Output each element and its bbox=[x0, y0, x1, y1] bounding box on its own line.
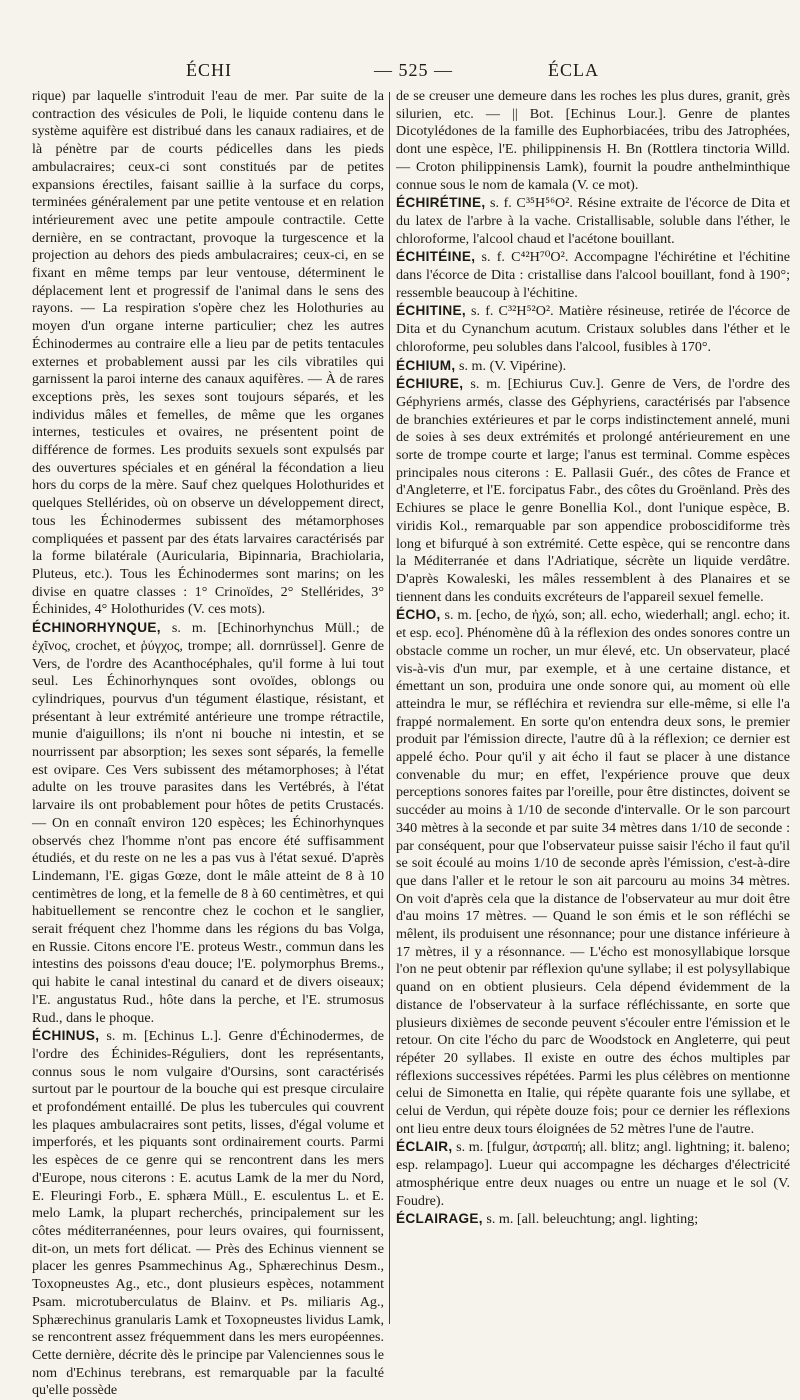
entry-headword: ÉCHITÉINE, bbox=[396, 249, 476, 265]
entry-headword: ÉCHITINE, bbox=[396, 303, 466, 319]
entry-headword: ÉCHO, bbox=[396, 607, 441, 623]
entry-headword: ÉCHIRÉTINE, bbox=[396, 195, 486, 211]
entry-text: s. m. [Echiurus Cuv.]. Genre de Vers, de l'ordre des Géphyriens armés, classe des Géphyriens, caractérisés par l'absence de branchies extérieures et par le corps indistinctement annelé, muni de soies à ses deux extrémités et prolongé antérieurement en une sorte de trompe courte et large; l'anus est terminal. Comme espèces principales nous citerons : E. Pallasii Guér., des côtes de France et d'Angleterre, et l'E. forcipatus Fabr., des côtes du Groënland. Près des Echiures se place le genre Bonellia Kol., dont l'unique espèce, B. viridis Kol., remarquable par son appendice proboscidiforme très long et bifurqué à son extrémité. Cette espèce, qui se rencontre dans la Méditerranée et dans l'Adriatique, sécrète un liquide verdâtre. D'après Kowaleski, les mâles ressemblent à des Planaires et se tiennent dans les conduits excréteurs de l'appareil sexuel femelle. bbox=[396, 376, 790, 605]
entry-text: s. f. C³²H⁵²O². Matière résineuse, retirée de l'écorce de Dita et du Cynanchum acutum. Cristaux solubles dans l'éther et le chloroforme, peu solubles dans l'alcool, fusibles à 170°. bbox=[396, 303, 790, 355]
left-column bbox=[32, 88, 384, 1400]
entry-headword: ÉCHIURE, bbox=[396, 376, 464, 392]
entry-echo bbox=[396, 606, 790, 1138]
entry-text: s. m. [Echinus L.]. Genre d'Échinodermes, de l'ordre des Échinides-Réguliers, dont les représentants, connus sous le nom vulgaire d'Oursins, sont caractérisés surtout par le pourtour de la bouche qui est presque circulaire et profondément entaillé. De plus les tubercules qui couvrent les plaques ambulacraires sont petits, lisses, d'égal volume et imperforés, et les piquants sont ordinairement courts. Parmi les espèces de ce genre qui se rencontrent dans les mers d'Europe, nous citerons : E. acutus Lamk de la mer du Nord, E. Fleuringi Forb., E. sphæra Müll., E. esculentus L. et E. melo Lamk, la plupart recherchés, principalement sur les côtes méditerranéennes, pour leurs ovaires, qui fournissent, dit-on, un mets fort délicat. — Près des Echinus viennent se placer les genres Psammechinus Ag., Sphærechinus Desm., Toxopneustes Ag., etc., dont plusieurs espèces, notamment Psam. microtuberculatus de Blainv. et Ps. miliaris Ag., Sphærechinus granularis Lamk et Toxopneustes lividus Lamk, se rencontrent assez fréquemment dans les mers européennes. Cette dernière, décrite dès le principe par Valenciennes sous le nom d'Echinus terebrans, est remarquable par la faculté qu'elle possède bbox=[32, 1028, 384, 1399]
header-right-guideword: ÉCLA bbox=[548, 60, 599, 80]
entry-headword: ÉCHIUM, bbox=[396, 357, 456, 373]
entry-text: s. m. (V. Vipérine). bbox=[455, 357, 567, 374]
entry-text: s. f. C⁴²H⁷⁰O². Accompagne l'échirétine et l'échitine dans l'écorce de Dita : cristallise dans l'alcool bouillant, fond à 190°; ressemble beaucoup à l'échitine. bbox=[396, 249, 790, 301]
entry-echiretine bbox=[396, 194, 790, 248]
entry-text: s. f. C³⁵H⁵⁶O². Résine extraite de l'écorce de Dita et du latex de l'arbre à la vache. Cristallisable, soluble dans l'éther, le chloroforme, l'alcool chaud et l'acétone bouillant. bbox=[396, 195, 790, 247]
entry-text: s. m. [fulgur, ἀστραπή; all. blitz; angl. lightning; it. baleno; esp. relampago]. Lueur qui accompagne les décharges d'électricité atmosphérique entre deux nuages ou entre un nuage et le sol (V. Foudre). bbox=[396, 1139, 790, 1209]
entry-headword: ÉCLAIRAGE, bbox=[396, 1211, 483, 1227]
entry-headword: ÉCHINUS, bbox=[32, 1028, 100, 1044]
entry-headword: ÉCLAIR, bbox=[396, 1139, 453, 1155]
entry-echinus bbox=[32, 1027, 384, 1400]
entry-echiure bbox=[396, 375, 790, 606]
entry-echium bbox=[396, 357, 790, 376]
running-head bbox=[28, 60, 780, 84]
page-number: — 525 — bbox=[374, 60, 453, 80]
left-column-intro: rique) par laquelle s'introduit l'eau de mer. Par suite de la contraction des vésicules de Poli, le liquide contenu dans le système aquifère est distribué dans les canaux radiaires, et de là pénètre par de courts pédicelles dans les pieds ambulacraires; ceux-ci sont constitués par de petites expansions érectiles, faisant saillie à la surface du corps, terminées généralement par une petite ventouse et en relation intérieurement avec une petite ampoule contractile. Cette dernière, en se contractant, provoque la turgescence et la projection au dehors des pieds ambulacraires; ceux-ci, en se fixant en même temps par leur ventouse, déterminent le déplacement lent et progressif de l'animal dans le sens des rayons. — La respiration s'opère chez les Holothuries au moyen d'un organe interne particulier; chez les autres Échinodermes au contraire elle a lieu par de petits tentacules externes et probablement aussi par les cils vibratiles qui garnissent la paroi interne des canaux aquifères. — À de rares exceptions près, les sexes sont toujours séparés, et les individus mâles et femelles, de même que les organes internes, testicules et ovaires, ne présentent point de différence de formes. Les produits sexuels sont expulsés par des ouvertures spéciales et en général la fécondation a lieu hors du corps de la mère. Sauf chez quelques Holothurides et quelques Stellérides, où on observe un développement direct, tous les Échinodermes subissent des métamorphoses compliquées et passent par des états larvaires caractérisés par la forme bilatérale (Auricularia, Bipinnaria, Brachiolaria, Pluteus, etc.). Tous les Échinodermes sont marins; on les divise en quatre classes : 1° Crinoïdes, 2° Stellérides, 3° Échinides, 4° Holothurides (V. ces mots). bbox=[32, 88, 384, 618]
entry-echitine bbox=[396, 302, 790, 356]
entry-headword: ÉCHINORHYNQUE, bbox=[32, 620, 161, 636]
entry-echinorhynque bbox=[32, 619, 384, 1027]
entry-text: s. m. [Echinorhynchus Müll.; de ἐχῖνος, crochet, et ῥύγχος, trompe; all. dornrüssel]. Genre de Vers, de l'ordre des Acanthocéphales, qu'il forme à lui tout seul. Les Échinorhynques sont ovoïdes, oblongs ou cylindriques, pourvus d'un tégument élastique, résistant, et présentant à leur extrémité antérieure une trompe rétractile, munie d'aiguillons; ils n'ont ni bouche ni intestin, et se nourrissent par absorption; les sexes sont séparés, la femelle est ovipare. Ces Vers subissent des métamorphoses; à l'état adulte on les trouve parasites dans les Vertébrés, à l'état larvaire ils ont probablement pour hôtes de petits Crustacés. — On en connaît environ 120 espèces; les Échinorhynques observés chez l'homme n'ont pas encore été suffisamment étudiés, et du reste on ne les a pas vus à l'état sexué. D'après Lindemann, l'E. gigas Gœze, dont le mâle atteint de 8 à 10 centimètres de long, et la femelle de 8 à 60 centimètres, et qui habituellement se rencontre chez le cochon et le sanglier, serait fréquent chez l'homme dans les régions du bas Volga, en Russie. Citons encore l'E. proteus Westr., commun dans les intestins des poissons d'eau douce; l'E. polymorphus Brems., qui habite le canal intestinal du canard et de divers oiseaux; l'E. angustatus Rud., hôte dans la perche, et l'E. strumosus Rud., dans le phoque. bbox=[32, 620, 384, 1026]
entry-text: s. m. [echo, de ἠχώ, son; all. echo, wiederhall; angl. echo; it. et esp. eco]. Phénomène dû à la réflexion des ondes sonores contre un obstacle comme un rocher, un mur élevé, etc. Un observateur, placé vis-à-vis d'un mur, par exemple, et à une certaine distance, et émettant un son, produira une onde sonore qui, au moment où elle atteindra le mur, se réfléchira et reviendra sur elle-même, si elle l'a frappé normalement. En sorte qu'on entendra deux sons, le premier produit par l'émission directe, l'autre dû à la réflexion; ce dernier est appelé écho. Pour qu'il y ait écho il faut se placer à une distance convenable du mur; en effet, l'expérience prouve que deux perceptions sonores faites par l'oreille, pour être distinctes, doivent se succéder au moins à 1/10 de seconde d'intervalle. Or le son parcourt 340 mètres à la seconde et par suite 34 mètres dans 1/10 de seconde : par conséquent, pour que l'observateur puisse saisir l'écho il faut qu'il se soit écoulé au moins 1/10 de seconde après l'émission, c'est-à-dire que dans l'aller et le retour le son ait parcouru au moins 34 mètres. On voit d'après cela que la distance de l'observateur au mur doit être d'au moins 17 mètres. — Quand le son émis et le son réfléchi se mêlent, ils produisent une résonnance; pour une distance inférieure à 17 mètres, il y a résonnance. — L'écho est monosyllabique lorsque l'on ne peut obtenir par réflexion qu'une syllabe; il est polysyllabique quand on en obtient plusieurs. Cela dépend évidemment de la distance de l'observateur à la surface réfléchissante, en sorte que plusieurs dixièmes de seconde peuvent s'écouler entre l'émission et le retour. On cite l'écho du parc de Woodstock en Angleterre, qui peut répéter 20 syllabes. Il existe en outre des échos multiples par réflexions successives répétées. Parmi les plus célèbres on mentionne celui de Simonetta en Italie, qui répète quarante fois une syllabe, et celui de Verdun, qui répète douze fois; pour ce dernier les réflexions ont lieu entre deux tours éloignées de 52 mètres l'une de l'autre. bbox=[396, 607, 790, 1137]
text-columns bbox=[32, 88, 790, 1399]
column-divider bbox=[389, 92, 390, 1324]
entry-echiteine bbox=[396, 248, 790, 302]
entry-text: s. m. [all. beleuchtung; angl. lighting; bbox=[482, 1211, 699, 1228]
header-left-guideword: ÉCHI bbox=[186, 60, 232, 80]
entry-eclair bbox=[396, 1138, 790, 1210]
right-column bbox=[396, 88, 790, 1229]
right-column-intro: de se creuser une demeure dans les roches les plus dures, granit, grès silurien, etc. — || Bot. [Echinus Lour.]. Genre de plantes Dicotylédones de la famille des Euphorbiacées, tribu des Jatrophées, dont une espèce, l'E. philippinensis H. Bn (Rottlera tinctoria Willd. — Croton philippinensis Lamk), fournit la poudre anthelminthique connue sous le nom de kamala (V. ce mot). bbox=[396, 88, 790, 193]
entry-eclairage bbox=[396, 1210, 790, 1229]
